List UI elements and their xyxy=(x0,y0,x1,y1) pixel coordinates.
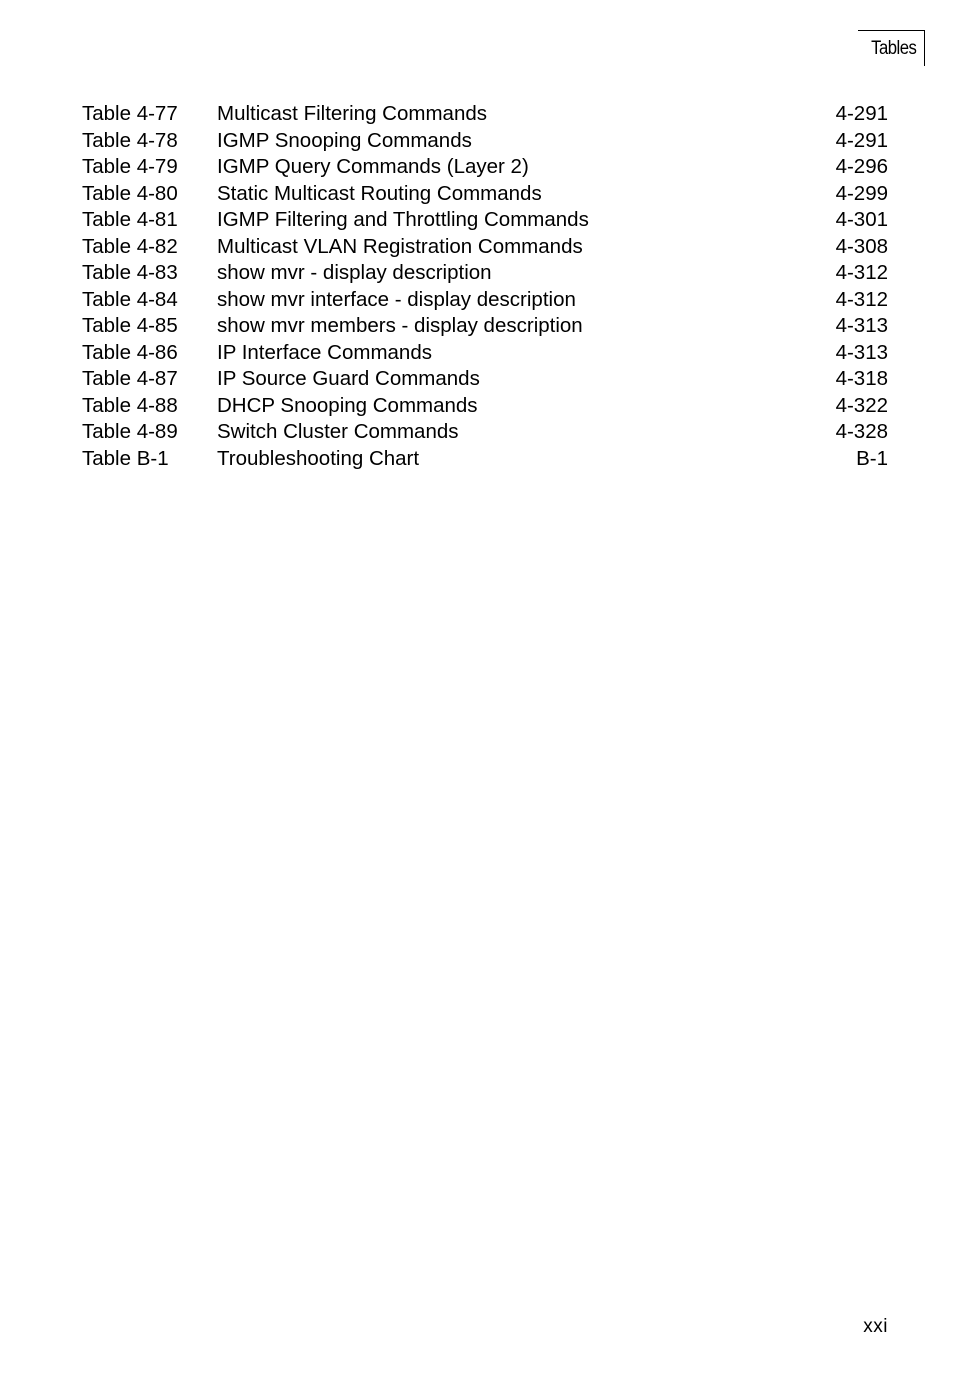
toc-entry-number: Table 4-79 xyxy=(82,155,178,178)
toc-entry[interactable] xyxy=(82,207,888,234)
toc-entry-number: Table 4-78 xyxy=(82,128,178,152)
toc-entry[interactable] xyxy=(82,128,888,155)
toc-entry-page: 4-322 xyxy=(835,393,888,417)
section-tab xyxy=(858,30,925,66)
toc-entry-page: 4-301 xyxy=(835,208,888,231)
toc-entry-number: Table 4-86 xyxy=(82,340,178,364)
toc-entry-title: IP Interface Commands xyxy=(217,340,432,364)
toc-entry-title: Multicast Filtering Commands xyxy=(217,102,487,125)
toc-entry-title: IGMP Snooping Commands xyxy=(217,128,472,152)
toc-entry-title: show mvr - display description xyxy=(217,261,492,284)
toc-entry-title: IGMP Filtering and Throttling Commands xyxy=(217,208,589,231)
toc-entry-title: IGMP Query Commands (Layer 2) xyxy=(217,155,529,178)
toc-entry-number: Table B-1 xyxy=(82,446,169,470)
toc-entry-title: Multicast VLAN Registration Commands xyxy=(217,234,583,258)
toc-entry-page: 4-296 xyxy=(835,155,888,178)
toc-entry[interactable] xyxy=(82,154,888,181)
toc-entry-title: Troubleshooting Chart xyxy=(217,446,420,470)
toc-entry[interactable] xyxy=(82,234,888,261)
toc-entry-number: Table 4-80 xyxy=(82,181,178,205)
table-of-contents xyxy=(82,101,888,472)
toc-entry-page: 4-318 xyxy=(835,367,888,390)
toc-entry[interactable] xyxy=(82,446,888,473)
toc-entry-number: Table 4-87 xyxy=(82,367,178,390)
toc-entry-title: show mvr members - display description xyxy=(217,314,583,337)
toc-entry-page: 4-291 xyxy=(835,128,888,152)
toc-entry-page: B-1 xyxy=(856,446,888,470)
toc-entry-number: Table 4-77 xyxy=(82,102,178,125)
toc-entry[interactable] xyxy=(82,393,888,420)
toc-entry-title: DHCP Snooping Commands xyxy=(217,393,478,417)
toc-entry[interactable] xyxy=(82,366,888,393)
toc-entry-title: show mvr interface - display description xyxy=(217,287,576,311)
toc-entry-number: Table 4-83 xyxy=(82,261,178,284)
toc-entry-page: 4-312 xyxy=(835,261,888,284)
toc-entry-number: Table 4-81 xyxy=(82,208,178,231)
toc-entry[interactable] xyxy=(82,101,888,128)
toc-entry-number: Table 4-88 xyxy=(82,393,178,417)
toc-entry-number: Table 4-89 xyxy=(82,420,178,443)
toc-entry-title: Static Multicast Routing Commands xyxy=(217,181,542,205)
toc-entry-page: 4-308 xyxy=(835,234,888,258)
toc-entry[interactable] xyxy=(82,340,888,367)
toc-entry-title: Switch Cluster Commands xyxy=(217,420,459,443)
toc-entry-page: 4-328 xyxy=(835,420,888,443)
section-label: Tables xyxy=(870,38,916,59)
toc-entry-number: Table 4-85 xyxy=(82,314,178,337)
toc-entry[interactable] xyxy=(82,287,888,314)
toc-entry-page: 4-291 xyxy=(835,102,888,125)
toc-entry-title: IP Source Guard Commands xyxy=(217,367,480,390)
toc-entry-page: 4-313 xyxy=(835,340,888,364)
page-number: xxi xyxy=(863,1316,888,1337)
toc-entry[interactable] xyxy=(82,181,888,208)
toc-entry[interactable] xyxy=(82,260,888,287)
toc-entry-page: 4-313 xyxy=(835,314,888,337)
toc-entry-number: Table 4-82 xyxy=(82,234,178,258)
toc-entry[interactable] xyxy=(82,313,888,340)
toc-entry-number: Table 4-84 xyxy=(82,287,178,311)
toc-entry[interactable] xyxy=(82,419,888,446)
toc-entry-page: 4-299 xyxy=(835,181,888,205)
toc-entry-page: 4-312 xyxy=(835,287,888,311)
